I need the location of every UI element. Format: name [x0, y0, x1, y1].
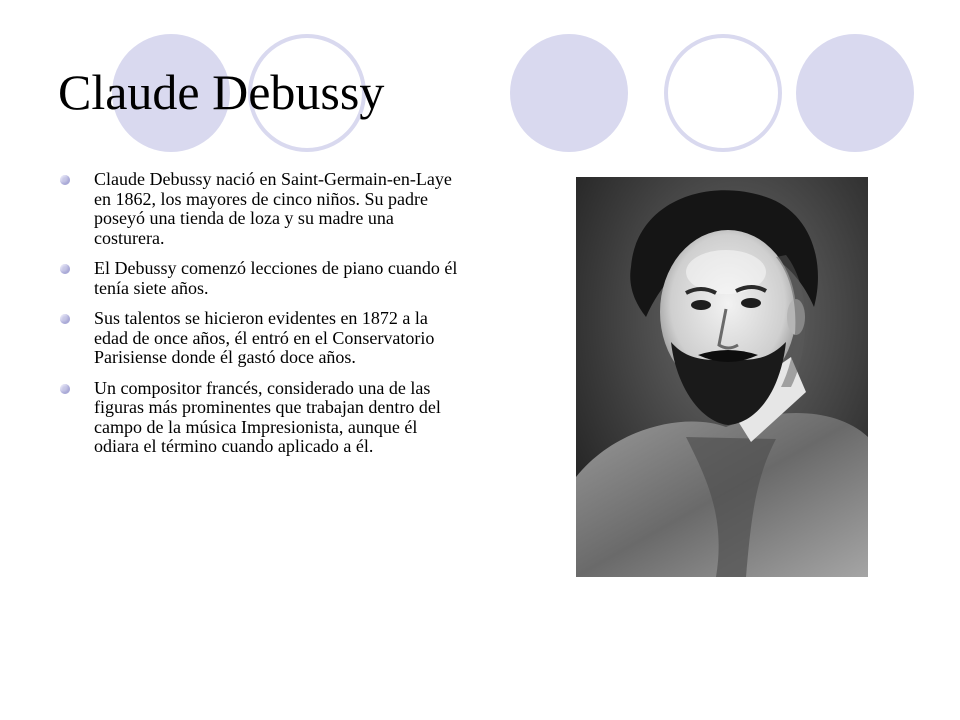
decor-circle-5 — [796, 34, 914, 152]
bullet-item — [60, 379, 460, 457]
slide-title: Claude Debussy — [58, 64, 385, 120]
portrait-image — [576, 177, 868, 577]
bullet-text: El Debussy comenzó lecciones de piano cuando él tenía siete años. — [94, 258, 458, 298]
bullet-dot-icon — [60, 175, 70, 185]
decor-circle-3 — [510, 34, 628, 152]
decor-circle-4 — [664, 34, 782, 152]
bullet-dot-icon — [60, 314, 70, 324]
bullet-list — [60, 170, 460, 468]
bullet-item — [60, 170, 460, 248]
portrait-icon — [576, 177, 868, 577]
bullet-text: Sus talentos se hicieron evidentes en 1872 a la edad de once años, él entró en el Conservatorio Parisiense donde él gastó doce años. — [94, 308, 435, 367]
bullet-item — [60, 309, 460, 368]
bullet-item — [60, 259, 460, 298]
bullet-dot-icon — [60, 384, 70, 394]
bullet-text: Un compositor francés, considerado una de las figuras más prominentes que trabajan dentro del campo de la música Impresionista, aunque él odiara el término cuando aplicado a él. — [94, 377, 441, 456]
bullet-dot-icon — [60, 264, 70, 274]
bullet-text: Claude Debussy nació en Saint-Germain-en-Laye en 1862, los mayores de cinco niños. Su padre poseyó una tienda de loza y su madre una costurera. — [94, 169, 452, 248]
